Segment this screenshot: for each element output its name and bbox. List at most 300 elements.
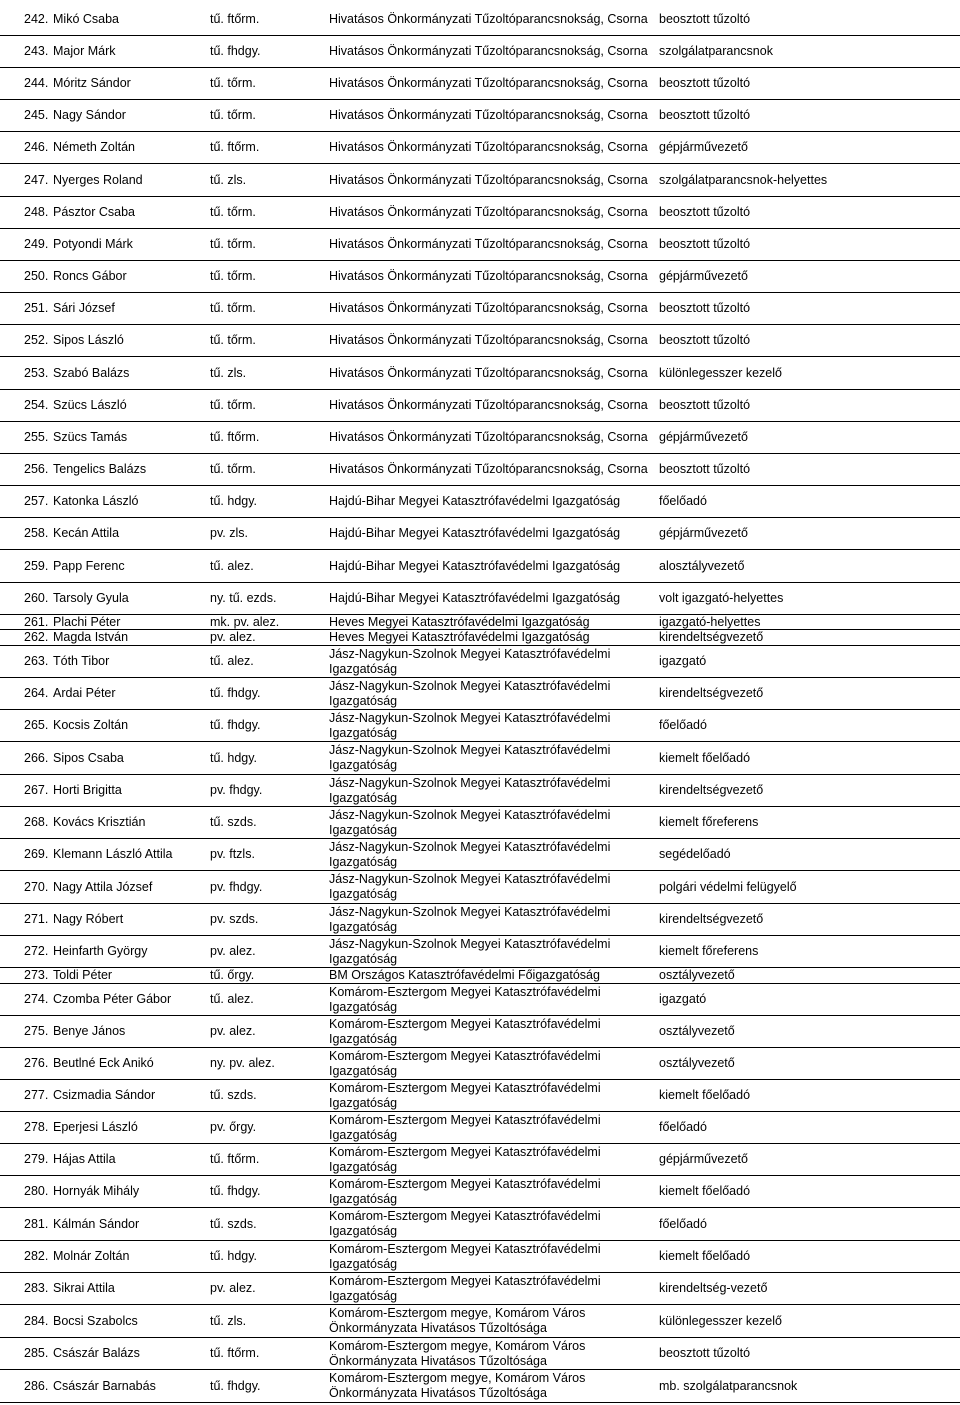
cell-position: főelőadó bbox=[659, 494, 707, 508]
cell-org-line1: Jász-Nagykun-Szolnok Megyei Katasztrófavédelmi bbox=[329, 839, 611, 854]
cell-position: kirendeltségvezető bbox=[659, 686, 764, 700]
cell-rank: tű. fhdgy. bbox=[210, 1378, 261, 1393]
cell-name: Sipos László bbox=[53, 333, 124, 347]
cell-rank: pv. fhdgy. bbox=[210, 879, 263, 894]
cell-org-line1: BM Országos Katasztrófavédelmi Főigazgatóság bbox=[329, 968, 600, 982]
table-row bbox=[0, 629, 960, 645]
cell-org bbox=[329, 357, 659, 389]
cell-rank: tű. zls. bbox=[210, 172, 247, 187]
cell-position: kiemelt főelőadó bbox=[659, 1184, 751, 1198]
cell-position: mb. szolgálatparancsnok bbox=[659, 1378, 798, 1393]
cell-rank: tű. ftőrm. bbox=[210, 430, 260, 444]
cell-position: beosztott tűzoltó bbox=[659, 1346, 751, 1360]
table-row bbox=[0, 870, 960, 903]
cell-org-line2: Igazgatóság bbox=[329, 1256, 398, 1271]
cell-name: Molnár Zoltán bbox=[53, 1249, 130, 1263]
cell-org bbox=[329, 1016, 659, 1047]
cell-num: 275. bbox=[24, 1024, 49, 1038]
cell-org bbox=[329, 325, 659, 356]
cell-num: 252. bbox=[24, 333, 49, 347]
table-row bbox=[0, 935, 960, 967]
table-row bbox=[0, 967, 960, 983]
table-row bbox=[0, 131, 960, 163]
table-bottom-line bbox=[0, 1402, 960, 1403]
cell-org-line2: Igazgatóság bbox=[329, 919, 398, 934]
cell-rank: pv. alez. bbox=[210, 944, 256, 958]
cell-position: beosztott tűzoltó bbox=[659, 398, 751, 412]
cell-position: gépjárművezető bbox=[659, 526, 748, 540]
cell-num: 279. bbox=[24, 1152, 49, 1166]
cell-num: 254. bbox=[24, 398, 49, 412]
cell-num: 242. bbox=[24, 11, 49, 26]
cell-name: Szücs Tamás bbox=[53, 430, 128, 444]
cell-position: beosztott tűzoltó bbox=[659, 462, 751, 476]
cell-org-line2: Önkormányzata Hivatásos Tűzoltósága bbox=[329, 1353, 547, 1368]
table-row bbox=[0, 1304, 960, 1337]
cell-org bbox=[329, 229, 659, 260]
cell-org-line1: Jász-Nagykun-Szolnok Megyei Katasztrófavédelmi bbox=[329, 710, 611, 725]
cell-rank: tű. hdgy. bbox=[210, 750, 258, 765]
cell-position: gépjárművezető bbox=[659, 140, 748, 154]
table-row bbox=[0, 453, 960, 485]
cell-position: gépjárművezető bbox=[659, 430, 748, 444]
cell-org-line1: Jász-Nagykun-Szolnok Megyei Katasztrófavédelmi bbox=[329, 904, 611, 919]
cell-num: 248. bbox=[24, 205, 49, 219]
cell-org bbox=[329, 839, 659, 870]
cell-name: Heinfarth György bbox=[53, 944, 148, 958]
cell-rank: tű. tőrm. bbox=[210, 205, 256, 219]
cell-num: 263. bbox=[24, 654, 49, 668]
cell-org bbox=[329, 968, 659, 983]
cell-rank: tű. ftőrm. bbox=[210, 1346, 260, 1360]
cell-name: Klemann László Attila bbox=[53, 847, 173, 861]
cell-name: Plachi Péter bbox=[53, 615, 121, 629]
cell-org-line1: Komárom-Esztergom Megyei Katasztrófavédelmi bbox=[329, 1209, 601, 1223]
table-row bbox=[0, 1240, 960, 1272]
cell-org-line1: Jász-Nagykun-Szolnok Megyei Katasztrófavédelmi bbox=[329, 807, 611, 822]
cell-org bbox=[329, 3, 659, 35]
cell-position: igazgató-helyettes bbox=[659, 615, 761, 629]
cell-num: 278. bbox=[24, 1120, 49, 1134]
cell-position: osztályvezető bbox=[659, 1024, 735, 1038]
cell-name: Kocsis Zoltán bbox=[53, 718, 129, 732]
cell-name: Kálmán Sándor bbox=[53, 1216, 140, 1231]
table-row bbox=[0, 67, 960, 99]
cell-org-line1: Komárom-Esztergom Megyei Katasztrófavédelmi bbox=[329, 1176, 601, 1191]
table-row bbox=[0, 582, 960, 614]
cell-org bbox=[329, 1176, 659, 1207]
cell-org bbox=[329, 1080, 659, 1111]
cell-rank: pv. ftzls. bbox=[210, 847, 255, 861]
cell-name: Csizmadia Sándor bbox=[53, 1088, 156, 1102]
cell-num: 253. bbox=[24, 365, 49, 380]
cell-org-line1: Hivatásos Önkormányzati Tűzoltóparancsnokság, Csorna bbox=[329, 140, 648, 154]
cell-position: beosztott tűzoltó bbox=[659, 76, 751, 90]
cell-position: osztályvezető bbox=[659, 968, 735, 982]
cell-num: 271. bbox=[24, 912, 49, 926]
cell-org bbox=[329, 630, 659, 645]
cell-position: főelőadó bbox=[659, 1120, 707, 1134]
cell-num: 246. bbox=[24, 140, 49, 154]
cell-position: kirendeltségvezető bbox=[659, 912, 764, 926]
cell-org bbox=[329, 164, 659, 196]
cell-org-line2: Önkormányzata Hivatásos Tűzoltósága bbox=[329, 1386, 547, 1400]
cell-num: 274. bbox=[24, 992, 49, 1006]
table-row bbox=[0, 163, 960, 196]
table-row bbox=[0, 260, 960, 292]
cell-name: Beutlné Eck Anikó bbox=[53, 1056, 154, 1070]
cell-org-line1: Hivatásos Önkormányzati Tűzoltóparancsnokság, Csorna bbox=[329, 462, 648, 476]
cell-org-line1: Hajdú-Bihar Megyei Katasztrófavédelmi Igazgatóság bbox=[329, 494, 621, 508]
cell-org bbox=[329, 1241, 659, 1272]
table-row bbox=[0, 1111, 960, 1143]
cell-rank: tű. tőrm. bbox=[210, 333, 256, 347]
cell-position: szolgálatparancsnok-helyettes bbox=[659, 172, 828, 187]
cell-org-line1: Heves Megyei Katasztrófavédelmi Igazgatóság bbox=[329, 630, 590, 644]
cell-name: Major Márk bbox=[53, 44, 116, 58]
cell-name: Szabó Balázs bbox=[53, 365, 130, 380]
cell-position: különlegesszer kezelő bbox=[659, 365, 782, 380]
cell-rank: tű. zls. bbox=[210, 365, 247, 380]
cell-num: 258. bbox=[24, 526, 49, 540]
cell-name: Szücs László bbox=[53, 398, 127, 412]
cell-org-line2: Igazgatóság bbox=[329, 661, 398, 676]
cell-name: Eperjesi László bbox=[53, 1120, 138, 1134]
cell-num: 282. bbox=[24, 1249, 49, 1263]
cell-org-line1: Hivatásos Önkormányzati Tűzoltóparancsnokság, Csorna bbox=[329, 76, 648, 90]
table-row bbox=[0, 1369, 960, 1402]
cell-org-line1: Komárom-Esztergom Megyei Katasztrófavédelmi bbox=[329, 984, 601, 999]
cell-position: szolgálatparancsnok bbox=[659, 44, 773, 58]
cell-org-line1: Komárom-Esztergom Megyei Katasztrófavédelmi bbox=[329, 1080, 601, 1095]
cell-position: gépjárművezető bbox=[659, 269, 748, 283]
cell-name: Hornyák Mihály bbox=[53, 1184, 140, 1198]
cell-org-line2: Igazgatóság bbox=[329, 693, 398, 708]
cell-name: Kecán Attila bbox=[53, 526, 120, 540]
cell-name: Nagy Róbert bbox=[53, 912, 124, 926]
cell-org bbox=[329, 100, 659, 131]
cell-org-line2: Igazgatóság bbox=[329, 1159, 398, 1174]
cell-name: Papp Ferenc bbox=[53, 558, 125, 573]
cell-rank: tű. őrgy. bbox=[210, 968, 255, 982]
cell-org bbox=[329, 68, 659, 99]
cell-num: 276. bbox=[24, 1056, 49, 1070]
cell-name: Potyondi Márk bbox=[53, 237, 133, 251]
cell-org bbox=[329, 904, 659, 935]
cell-org bbox=[329, 454, 659, 485]
cell-name: Németh Zoltán bbox=[53, 140, 135, 154]
table-row bbox=[0, 1015, 960, 1047]
cell-org-line1: Hajdú-Bihar Megyei Katasztrófavédelmi Igazgatóság bbox=[329, 558, 621, 573]
cell-org bbox=[329, 984, 659, 1015]
cell-position: főelőadó bbox=[659, 1216, 707, 1231]
table-row bbox=[0, 1047, 960, 1079]
cell-position: kiemelt főreferens bbox=[659, 944, 759, 958]
table-row bbox=[0, 1175, 960, 1207]
cell-num: 259. bbox=[24, 558, 49, 573]
cell-org-line1: Komárom-Esztergom Megyei Katasztrófavédelmi bbox=[329, 1016, 601, 1031]
cell-num: 285. bbox=[24, 1346, 49, 1360]
cell-org bbox=[329, 1048, 659, 1079]
cell-rank: tű. szds. bbox=[210, 1088, 257, 1102]
cell-num: 268. bbox=[24, 815, 49, 829]
cell-org-line1: Hivatásos Önkormányzati Tűzoltóparancsnokság, Csorna bbox=[329, 44, 648, 58]
cell-position: osztályvezető bbox=[659, 1056, 735, 1070]
cell-org-line1: Komárom-Esztergom Megyei Katasztrófavédelmi bbox=[329, 1273, 601, 1288]
cell-name: Mikó Csaba bbox=[53, 11, 119, 26]
table-row bbox=[0, 1079, 960, 1111]
cell-org-line1: Komárom-Esztergom Megyei Katasztrófavédelmi bbox=[329, 1048, 601, 1063]
cell-name: Tóth Tibor bbox=[53, 654, 110, 668]
cell-org-line1: Hivatásos Önkormányzati Tűzoltóparancsnokság, Csorna bbox=[329, 11, 648, 26]
cell-org bbox=[329, 936, 659, 967]
cell-name: Magda István bbox=[53, 630, 129, 644]
cell-org-line1: Hivatásos Önkormányzati Tűzoltóparancsnokság, Csorna bbox=[329, 333, 648, 347]
table-row bbox=[0, 709, 960, 741]
cell-num: 264. bbox=[24, 686, 49, 700]
cell-rank: mk. pv. alez. bbox=[210, 615, 280, 629]
cell-num: 257. bbox=[24, 494, 49, 508]
cell-org bbox=[329, 807, 659, 838]
cell-rank: tű. szds. bbox=[210, 1216, 257, 1231]
table-row bbox=[0, 196, 960, 228]
cell-rank: tű. alez. bbox=[210, 558, 254, 573]
cell-num: 261. bbox=[24, 615, 49, 629]
cell-position: igazgató bbox=[659, 992, 707, 1006]
cell-rank: pv. alez. bbox=[210, 1281, 256, 1295]
cell-org-line1: Komárom-Esztergom megye, Komárom Város bbox=[329, 1338, 586, 1353]
cell-org bbox=[329, 518, 659, 549]
cell-position: beosztott tűzoltó bbox=[659, 205, 751, 219]
cell-position: beosztott tűzoltó bbox=[659, 237, 751, 251]
cell-num: 256. bbox=[24, 462, 49, 476]
cell-org bbox=[329, 1144, 659, 1175]
cell-name: Tengelics Balázs bbox=[53, 462, 147, 476]
cell-position: beosztott tűzoltó bbox=[659, 11, 751, 26]
table-row bbox=[0, 1143, 960, 1175]
cell-org bbox=[329, 1338, 659, 1369]
cell-num: 250. bbox=[24, 269, 49, 283]
cell-rank: ny. tű. ezds. bbox=[210, 591, 277, 605]
cell-name: Császár Barnabás bbox=[53, 1378, 156, 1393]
cell-rank: tű. alez. bbox=[210, 654, 254, 668]
cell-org-line1: Hivatásos Önkormányzati Tűzoltóparancsnokság, Csorna bbox=[329, 398, 648, 412]
cell-org bbox=[329, 1370, 659, 1402]
cell-rank: tű. ftőrm. bbox=[210, 11, 260, 26]
cell-org-line2: Igazgatóság bbox=[329, 1224, 398, 1238]
cell-name: Hájas Attila bbox=[53, 1152, 116, 1166]
cell-org bbox=[329, 710, 659, 741]
table-row bbox=[0, 228, 960, 260]
cell-org-line2: Igazgatóság bbox=[329, 1191, 398, 1206]
cell-rank: tű. ftőrm. bbox=[210, 140, 260, 154]
cell-rank: tű. ftőrm. bbox=[210, 1152, 260, 1166]
table-row bbox=[0, 35, 960, 67]
cell-org-line1: Jász-Nagykun-Szolnok Megyei Katasztrófavédelmi bbox=[329, 646, 611, 661]
cell-name: Sipos Csaba bbox=[53, 750, 124, 765]
cell-org bbox=[329, 486, 659, 517]
cell-rank: tű. fhdgy. bbox=[210, 44, 261, 58]
cell-name: Kovács Krisztián bbox=[53, 815, 146, 829]
cell-position: beosztott tűzoltó bbox=[659, 333, 751, 347]
cell-org bbox=[329, 422, 659, 453]
cell-org-line2: Igazgatóság bbox=[329, 854, 398, 869]
cell-org bbox=[329, 1273, 659, 1304]
cell-org bbox=[329, 583, 659, 614]
cell-org bbox=[329, 550, 659, 582]
cell-org-line1: Komárom-Esztergom Megyei Katasztrófavédelmi bbox=[329, 1112, 601, 1127]
cell-num: 260. bbox=[24, 591, 49, 605]
cell-num: 284. bbox=[24, 1313, 49, 1328]
table-row bbox=[0, 292, 960, 324]
cell-rank: tű. tőrm. bbox=[210, 301, 256, 315]
cell-num: 270. bbox=[24, 879, 49, 894]
cell-org-line2: Igazgatóság bbox=[329, 725, 398, 740]
cell-position: segédelőadó bbox=[659, 847, 731, 861]
cell-rank: pv. alez. bbox=[210, 630, 256, 644]
cell-name: Nagy Attila József bbox=[53, 879, 153, 894]
cell-rank: tű. fhdgy. bbox=[210, 1184, 261, 1198]
cell-position: igazgató bbox=[659, 654, 707, 668]
cell-num: 247. bbox=[24, 172, 49, 187]
cell-org-line2: Igazgatóság bbox=[329, 790, 398, 805]
cell-org-line2: Önkormányzata Hivatásos Tűzoltósága bbox=[329, 1321, 547, 1335]
cell-name: Benye János bbox=[53, 1024, 126, 1038]
cell-org bbox=[329, 775, 659, 806]
cell-name: Horti Brigitta bbox=[53, 783, 122, 797]
cell-org-line2: Igazgatóság bbox=[329, 822, 398, 837]
table-row bbox=[0, 324, 960, 356]
cell-org-line1: Hivatásos Önkormányzati Tűzoltóparancsnokság, Csorna bbox=[329, 430, 648, 444]
cell-org bbox=[329, 132, 659, 163]
cell-num: 267. bbox=[24, 783, 49, 797]
cell-org-line2: Igazgatóság bbox=[329, 999, 398, 1014]
cell-position: gépjárművezető bbox=[659, 1152, 748, 1166]
cell-num: 273. bbox=[24, 968, 49, 982]
cell-rank: tű. hdgy. bbox=[210, 494, 258, 508]
cell-position: kiemelt főreferens bbox=[659, 815, 759, 829]
cell-num: 269. bbox=[24, 847, 49, 861]
cell-name: Móritz Sándor bbox=[53, 76, 131, 90]
cell-org-line1: Komárom-Esztergom megye, Komárom Város bbox=[329, 1371, 586, 1385]
cell-org-line1: Hivatásos Önkormányzati Tűzoltóparancsnokság, Csorna bbox=[329, 237, 648, 251]
cell-position: volt igazgató-helyettes bbox=[659, 591, 784, 605]
cell-name: Nyerges Roland bbox=[53, 172, 143, 187]
cell-org-line1: Jász-Nagykun-Szolnok Megyei Katasztrófavédelmi bbox=[329, 936, 611, 951]
cell-org-line1: Heves Megyei Katasztrófavédelmi Igazgatóság bbox=[329, 615, 590, 629]
cell-position: különlegesszer kezelő bbox=[659, 1313, 782, 1328]
cell-org-line1: Hivatásos Önkormányzati Tűzoltóparancsnokság, Csorna bbox=[329, 172, 648, 187]
cell-rank: tű. tőrm. bbox=[210, 237, 256, 251]
cell-name: Sári József bbox=[53, 301, 115, 315]
table-row bbox=[0, 614, 960, 629]
cell-num: 249. bbox=[24, 237, 49, 251]
cell-rank: pv. zls. bbox=[210, 526, 248, 540]
table-row bbox=[0, 1207, 960, 1240]
cell-position: kiemelt főelőadó bbox=[659, 1249, 751, 1263]
cell-num: 280. bbox=[24, 1184, 49, 1198]
cell-position: alosztályvezető bbox=[659, 558, 745, 573]
cell-org-line2: Igazgatóság bbox=[329, 1031, 398, 1046]
cell-org-line1: Jász-Nagykun-Szolnok Megyei Katasztrófavédelmi bbox=[329, 743, 611, 757]
cell-num: 244. bbox=[24, 76, 49, 90]
cell-rank: tű. alez. bbox=[210, 992, 254, 1006]
cell-org bbox=[329, 646, 659, 677]
cell-org bbox=[329, 1208, 659, 1240]
cell-position: kirendeltségvezető bbox=[659, 630, 764, 644]
table-row bbox=[0, 3, 960, 35]
table-row bbox=[0, 645, 960, 677]
cell-rank: tű. zls. bbox=[210, 1313, 247, 1328]
cell-position: beosztott tűzoltó bbox=[659, 108, 751, 122]
cell-org bbox=[329, 1112, 659, 1143]
cell-org bbox=[329, 742, 659, 774]
cell-org-line2: Igazgatóság bbox=[329, 887, 398, 901]
cell-name: Sikrai Attila bbox=[53, 1281, 115, 1295]
cell-rank: tű. tőrm. bbox=[210, 462, 256, 476]
cell-position: polgári védelmi felügyelő bbox=[659, 879, 797, 894]
cell-org-line1: Komárom-Esztergom megye, Komárom Város bbox=[329, 1306, 586, 1320]
cell-num: 262. bbox=[24, 630, 49, 644]
cell-rank: tű. tőrm. bbox=[210, 76, 256, 90]
cell-name: Nagy Sándor bbox=[53, 108, 126, 122]
cell-org-line1: Jász-Nagykun-Szolnok Megyei Katasztrófavédelmi bbox=[329, 872, 611, 886]
cell-name: Czomba Péter Gábor bbox=[53, 992, 172, 1006]
cell-rank: pv. szds. bbox=[210, 912, 259, 926]
table-row bbox=[0, 485, 960, 517]
cell-org-line2: Igazgatóság bbox=[329, 1127, 398, 1142]
cell-rank: tű. tőrm. bbox=[210, 108, 256, 122]
cell-org-line2: Igazgatóság bbox=[329, 1288, 398, 1303]
cell-org-line1: Hivatásos Önkormányzati Tűzoltóparancsnokság, Csorna bbox=[329, 365, 648, 380]
cell-name: Toldi Péter bbox=[53, 968, 113, 982]
cell-org bbox=[329, 1305, 659, 1337]
table-row bbox=[0, 356, 960, 389]
table-row bbox=[0, 677, 960, 709]
cell-org-line1: Hajdú-Bihar Megyei Katasztrófavédelmi Igazgatóság bbox=[329, 591, 621, 605]
cell-org-line2: Igazgatóság bbox=[329, 951, 398, 966]
cell-org bbox=[329, 293, 659, 324]
cell-org bbox=[329, 390, 659, 421]
table-row bbox=[0, 517, 960, 549]
cell-org-line1: Komárom-Esztergom Megyei Katasztrófavédelmi bbox=[329, 1241, 601, 1256]
cell-num: 251. bbox=[24, 301, 49, 315]
cell-position: főelőadó bbox=[659, 718, 707, 732]
cell-name: Tarsoly Gyula bbox=[53, 591, 129, 605]
cell-rank: tű. tőrm. bbox=[210, 269, 256, 283]
cell-org bbox=[329, 871, 659, 903]
cell-rank: tű. fhdgy. bbox=[210, 718, 261, 732]
cell-org-line1: Hajdú-Bihar Megyei Katasztrófavédelmi Igazgatóság bbox=[329, 526, 621, 540]
cell-name: Pásztor Csaba bbox=[53, 205, 135, 219]
table-row bbox=[0, 421, 960, 453]
cell-num: 283. bbox=[24, 1281, 49, 1295]
cell-rank: tű. tőrm. bbox=[210, 398, 256, 412]
cell-name: Katonka László bbox=[53, 494, 139, 508]
cell-name: Ardai Péter bbox=[53, 686, 116, 700]
cell-num: 266. bbox=[24, 750, 49, 765]
cell-rank: pv. fhdgy. bbox=[210, 783, 263, 797]
cell-org-line1: Hivatásos Önkormányzati Tűzoltóparancsnokság, Csorna bbox=[329, 269, 648, 283]
cell-num: 286. bbox=[24, 1378, 49, 1393]
cell-org-line2: Igazgatóság bbox=[329, 758, 398, 772]
cell-num: 281. bbox=[24, 1216, 49, 1231]
table-row bbox=[0, 774, 960, 806]
cell-rank: tű. szds. bbox=[210, 815, 257, 829]
cell-org-line2: Igazgatóság bbox=[329, 1063, 398, 1078]
cell-num: 245. bbox=[24, 108, 49, 122]
table-row bbox=[0, 741, 960, 774]
